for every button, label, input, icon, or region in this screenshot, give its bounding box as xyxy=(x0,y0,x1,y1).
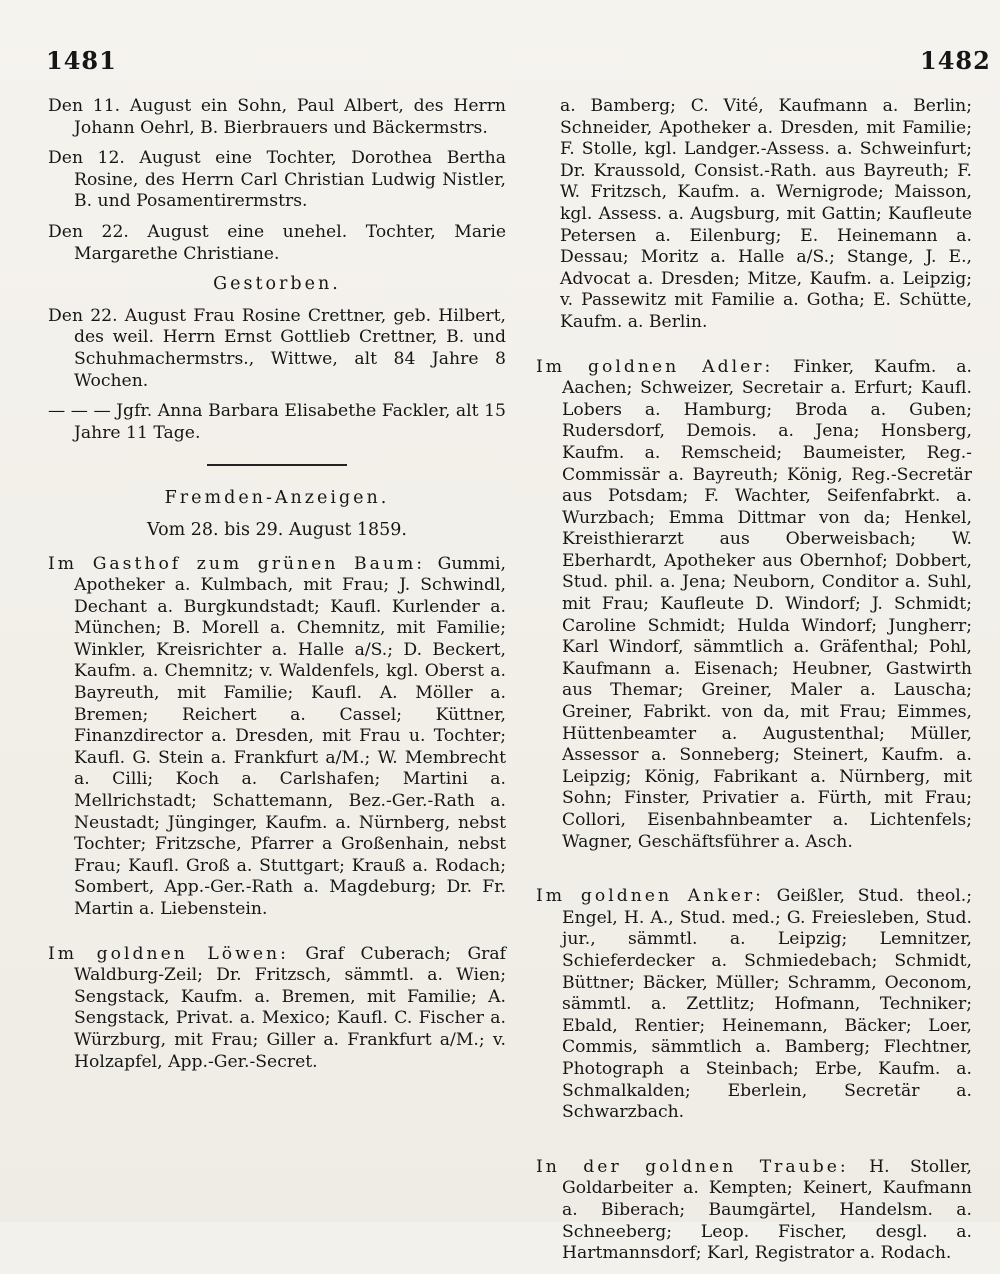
hotel-name-label: Im goldnen Anker: xyxy=(536,886,764,907)
hotel-entry-gruener-baum xyxy=(48,554,506,921)
birth-entry: Den 12. August eine Tochter, Dorothea Bertha Rosine, des Herrn Carl Christian Ludwig Nistler, B. und Posamentirermstrs. xyxy=(48,148,506,212)
hotel-entry-goldner-anker xyxy=(536,886,972,1124)
hotel-name-label: In der goldnen Traube: xyxy=(536,1156,849,1177)
hotel-entry-goldne-traube xyxy=(536,1157,972,1265)
hotel-guest-list: Gummi, Apotheker a. Kulmbach, mit Frau; J. Schwindl, Dechant a. Burgkundstadt; Kaufl. Kurlender a. München; B. Morell a. Chemnitz, mit Familie; Winkler, Kreisrichter a. Halle a/S.; D. Beckert, Kaufm. a. Chemnitz; v. Waldenfels, kgl. Oberst a. Bayreuth, mit Familie; Kaufl. A. Möller a. Bremen; Reichert a. Cassel; Küttner, Finanzdirector a. Dresden, mit Frau u. Tochter; Kaufl. G. Stein a. Frankfurt a/M.; W. Membrecht a. Cilli; Koch a. Carlshafen; Martini a. Mellrichstadt; Schattemann, Bez.-Ger.-Rath a. Neustadt; Jünginger, Kaufm. a. Nürnberg, nebst Tochter; Fritzsche, Pfarrer a Großenhain, nebst Frau; Kaufl. Groß a. Stuttgart; Krauß a. Rodach; Sombert, App.-Ger.-Rath a. Magdeburg; Dr. Fr. Martin a. Liebenstein. xyxy=(74,553,506,919)
hotel-continuation: a. Bamberg; C. Vité, Kaufmann a. Berlin; Schneider, Apotheker a. Dresden, mit Familie; F. Stolle, kgl. Landger.-Assess. a. Schweinfurt; Dr. Kraussold, Consist.-Rath. aus Bayreuth; F. W. Fritzsch, Kaufm. a. Wernigrode; Maisson, kgl. Assess. a. Augsburg, mit Gattin; Kaufleute Petersen a. Eilenburg; E. Heinemann a. Dessau; Moritz a. Halle a/S.; Stange, J. E., Advocat a. Dresden; Mitze, Kaufm. a. Leipzig; v. Passewitz mit Familie a. Gotha; E. Schütte, Kaufm. a. Berlin. xyxy=(560,96,972,332)
page-number-right: 1482 xyxy=(920,46,991,75)
hotel-entry-goldner-loewe xyxy=(48,944,506,1074)
hotel-guest-list: Graf Cuberach; Graf Waldburg-Zeil; Dr. Fritzsch, sämmtl. a. Wien; Sengstack, Kaufm. a. Bremen, mit Familie; A. Sengstack, Privat. a. Mexico; Kaufl. C. Fischer a. Würzburg, mit Frau; Giller a. Frankfurt a/M.; v. Holzapfel, App.-Ger.-Secret. xyxy=(74,943,506,1072)
hotel-name-label: Im goldnen Löwen: xyxy=(48,943,289,964)
fremden-heading: Fremden-Anzeigen. xyxy=(164,488,390,509)
right-column xyxy=(536,96,972,1274)
death-entry: — — — Jgfr. Anna Barbara Elisabethe Fackler, alt 15 Jahre 11 Tage. xyxy=(48,401,506,443)
page-number-left: 1481 xyxy=(46,46,117,75)
hotel-guest-list: Geißler, Stud. theol.; Engel, H. A., Stud. med.; G. Freiesleben, Stud. jur., sämmtl. a. Leipzig; Lemnitzer, Schieferdecker a. Schmiedebach; Schmidt, Büttner; Bäcker, Müller; Schramm, Oeconom, sämmtl. a. Zettlitz; Hofmann, Techniker; Ebald, Rentier; Heinemann, Bäcker; Loer, Commis, sämmtlich a. Bamberg; Flechtner, Photograph a Steinbach; Erbe, Kaufm. a. Schmalkalden; Eberlein, Secretär a. Schwarzbach. xyxy=(562,886,972,1123)
deaths-heading: Gestorben. xyxy=(213,274,341,295)
hotel-guest-list: Finker, Kaufm. a. Aachen; Schweizer, Secretair a. Erfurt; Kaufl. Lobers a. Hamburg; Broda a. Guben; Rudersdorf, Demois. a. Jena; Honsberg, Kaufm. a. Remscheid; Baumeister, Reg.-Commissär a. Bayreuth; König, Reg.-Secretär aus Potsdam; F. Wachter, Seifenfabrkt. a. Wurzbach; Emma Dittmar von da; Henkel, Kreisthierarzt aus Oberweisbach; W. Eberhardt, Apotheker aus Obernhof; Dobbert, Stud. phil. a. Jena; Neuborn, Conditor a. Suhl, mit Frau; Kaufleute D. Windorf; J. Schmidt; Caroline Schmidt; Hulda Windorf; Jungherr; Karl Windorf, sämmtlich a. Gräfenthal; Pohl, Kaufmann a. Eisenach; Heubner, Gastwirth aus Themar; Greiner, Maler a. Lauscha; Greiner, Fabrikt. von da, mit Frau; Eimmes, Hüttenbeamter a. Augustenthal; Müller, Assessor a. Sonneberg; Steinert, Kaufm. a. Leipzig; König, Fabrikant a. Nürnberg, mit Sohn; Finster, Privatier a. Fürth, mit Frau; Collori, Eisenbahnbeamter a. Lichtenfels; Wagner, Geschäftsführer a. Asch. xyxy=(562,356,973,852)
death-entry: Den 22. August Frau Rosine Crettner, geb. Hilbert, des weil. Herrn Ernst Gottlieb Crettner, B. und Schuhmachermstrs., Wittwe, alt 84 Jahre 8 Wochen. xyxy=(48,305,506,391)
birth-entry: Den 11. August ein Sohn, Paul Albert, des Herrn Johann Oehrl, B. Bierbrauers und Bäckermstrs. xyxy=(48,96,506,138)
hotel-guest-list: H. Stoller, Goldarbeiter a. Kempten; Keinert, Kaufmann a. Biberach; Baumgärtel, Handelsm. a. Schneeberg; Leop. Fischer, desgl. a. Hartmannsdorf; Karl, Registrator a. Rodach. xyxy=(562,1156,972,1264)
fremden-date: Vom 28. bis 29. August 1859. xyxy=(147,519,407,540)
birth-entry: Den 22. August eine unehel. Tochter, Marie Margarethe Christiane. xyxy=(48,221,506,264)
section-divider xyxy=(207,464,347,466)
hotel-name-label: Im goldnen Adler: xyxy=(536,356,774,377)
left-column xyxy=(48,96,506,1082)
hotel-entry-goldner-adler xyxy=(536,357,972,854)
hotel-name-label: Im Gasthof zum grünen Baum: xyxy=(48,553,426,574)
